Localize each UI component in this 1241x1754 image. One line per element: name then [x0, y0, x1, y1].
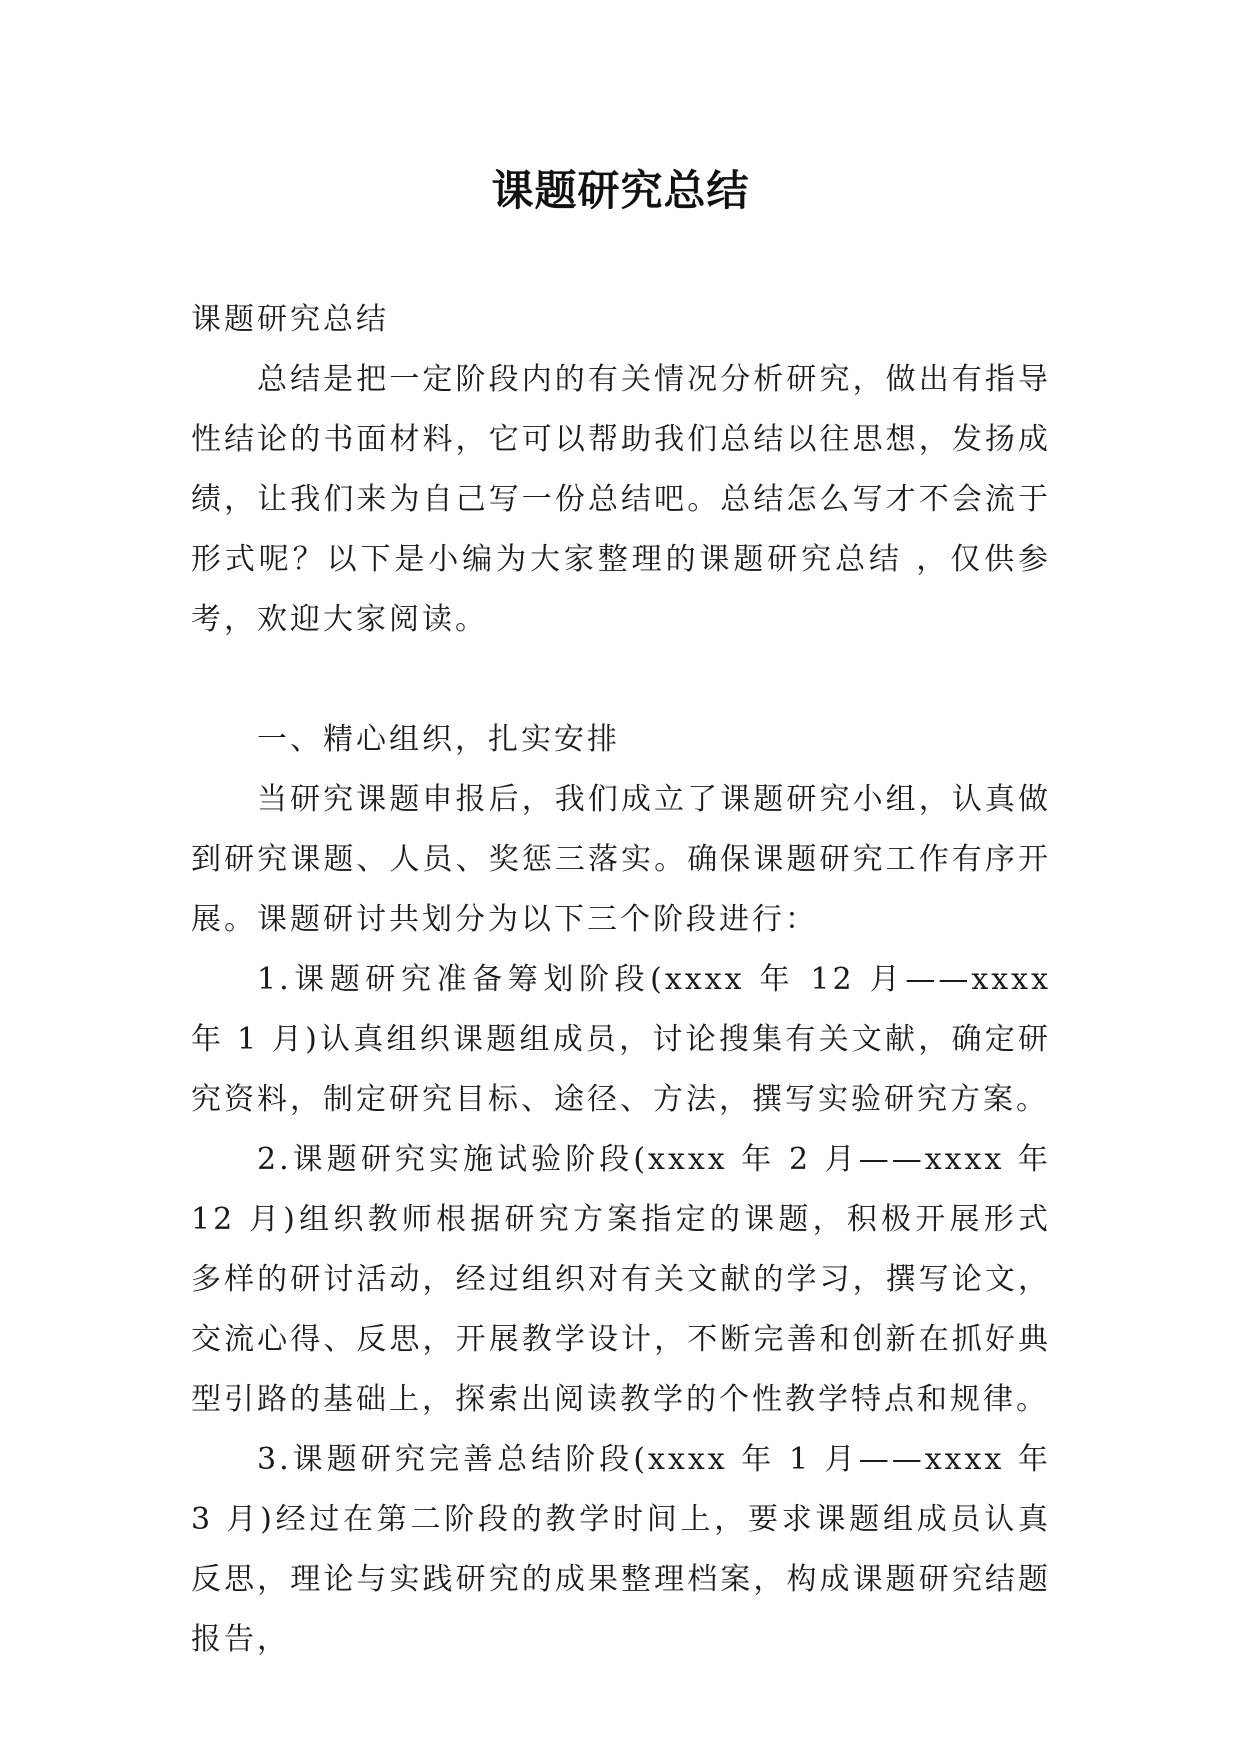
subtitle-line: 课题研究总结: [191, 302, 389, 337]
paragraph-spacer: [191, 650, 1051, 710]
stage-2-paragraph: 2.课题研究实施试验阶段(xxxx 年 2 月——xxxx 年 12 月)组织教师根据研究方案指定的课题，积极开展形式多样的研讨活动，经过组织对有关文献的学习，撰写论文，交流心得、反思，开展教学设计，不断完善和创新在抓好典型引路的基础上，探索出阅读教学的个性教学特点和规律。: [191, 1142, 1051, 1417]
stage-3-paragraph: 3.课题研究完善总结阶段(xxxx 年 1 月——xxxx 年 3 月)经过在第二阶段的教学时间上，要求课题组成员认真反思，理论与实践研究的成果整理档案，构成课题研究结题报告，: [191, 1442, 1051, 1657]
section-heading: 一、精心组织，扎实安排: [257, 722, 620, 757]
document-body: [191, 290, 1051, 1670]
stage-1-paragraph: 1.课题研究准备筹划阶段(xxxx 年 12 月——xxxx 年 1 月)认真组织课题组成员，讨论搜集有关文献，确定研究资料，制定研究目标、途径、方法，撰写实验研究方案。: [191, 962, 1051, 1117]
document-title: 课题研究总结: [491, 166, 750, 215]
intro-paragraph: 总结是把一定阶段内的有关情况分析研究，做出有指导性结论的书面材料，它可以帮助我们总结以往思想，发扬成绩，让我们来为自己写一份总结吧。总结怎么写才不会流于形式呢？以下是小编为大家整理的课题研究总结 ，仅供参考，欢迎大家阅读。: [191, 362, 1051, 637]
section-paragraph: 当研究课题申报后，我们成立了课题研究小组，认真做到研究课题、人员、奖惩三落实。确保课题研究工作有序开展。课题研讨共划分为以下三个阶段进行：: [191, 782, 1051, 937]
